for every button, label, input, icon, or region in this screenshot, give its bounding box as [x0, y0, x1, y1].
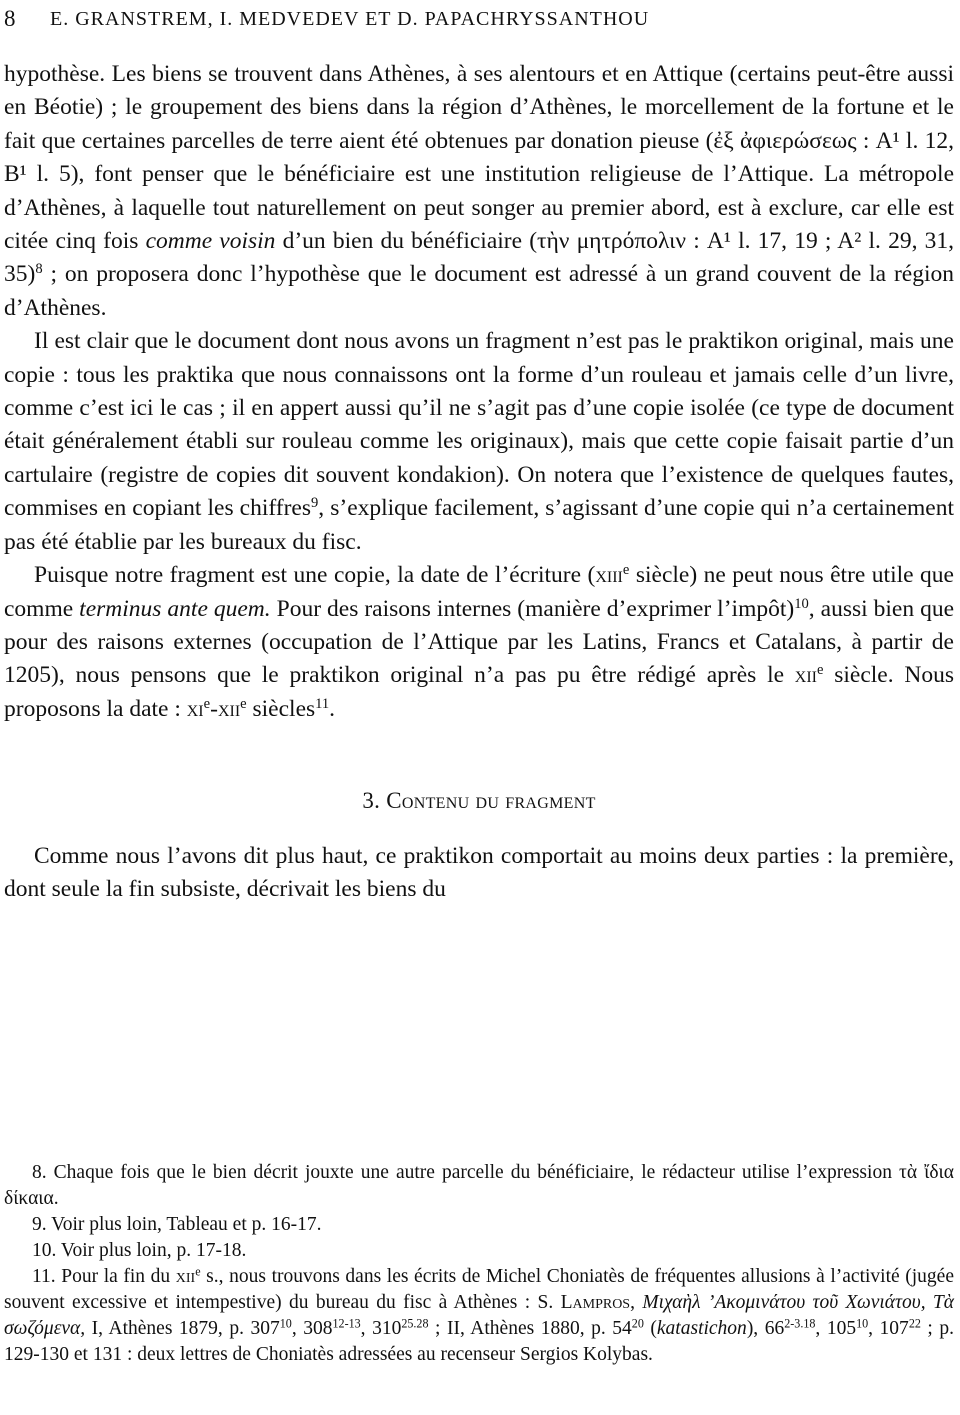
section-title: Contenu du fragment: [386, 788, 596, 814]
footnote-9: 9. Voir plus loin, Tableau et p. 16-17.: [32, 1214, 322, 1235]
footnote-ref-8[interactable]: 8: [35, 261, 43, 278]
section-heading: 3. Contenu du fragment: [362, 788, 596, 814]
running-title: E. GRANSTREM, I. MEDVEDEV ET D. PAPACHRYSSANTHOU: [50, 8, 650, 30]
footnote-ref-10[interactable]: 10: [794, 595, 809, 612]
footnote-11: 11. Pour la fin du xii$^e$ s., nous trouvons dans les écrits de Michel Choniatès de fréquentes allusions à l’activité (jugée souvent excessive et intempestive) du bureau du fisc à Athènes : S. Lampros, Μιχαὴλ ’Ακομινάτου τοῦ Χωνιάτου, Τὰ σωζόμενα, I, Athènes 1879, p. $307^{10}$, 308$^{12-13}$, $310^{25.28}$ ; II, Athènes 1880, p. $54^{20}$ (katastichon), $66^{2-3.18}$, $105^{10}$, $107^{22}$ ; p. 129-130 et 131 : deux lettres de Choniatès adressées au recenseur Sergios Kolybas.: [4, 1264, 955, 1365]
paragraph-3: Puisque notre fragment est une copie, la date de l’écriture (xiii$^e$ siècle) ne peut nous être utile que comme terminus ante quem. Pour des raisons internes (manière d’exprimer l’impôt)$^{10}$, aussi bien que pour des raisons externes (occupation de l’Attique par les Latins, Francs et Catalans, à partir de 1205), nous pensons que le praktikon original n’a pas pu être rédigé après le xii$^e$ siècle. Nous proposons la date : $xi^e-xii^e$ siècles$^{11}$.: [4, 562, 955, 722]
paragraph-1: hypothèse. Les biens se trouvent dans Athènes, à ses alentours et en Attique (certains peut-être aussi en Béotie) ; le groupement des biens dans la région d’Athènes, le morcellement de la fortune et le fait que certaines parcelles de terre aient été obtenues par donation pieuse (ἐξ ἀφιερώσεως : A¹ l. 12, B¹ l. 5), font penser que le bénéficiaire est une institution religieuse de l’Attique. La métropole d’Athènes, à laquelle tout naturellement on peut songer au premier abord, est à exclure, car elle est citée cinq fois comme voisin d’un bien du bénéficiaire (τὴν μητρόπολιν : A¹ l. 17, 19 ; A² l. 29, 31, 35)$^8$ ; on proposera donc l’hypothèse que le document est adressé à un grand couvent de la région d’Athènes.: [4, 61, 954, 321]
main-text: [4, 58, 954, 906]
footnote-ref-11[interactable]: 11: [315, 695, 330, 712]
page-number: 8: [4, 6, 16, 31]
footnote-ref-9[interactable]: 9: [311, 495, 319, 512]
footnotes: [4, 1160, 954, 1368]
footnote-8: 8. Chaque fois que le bien décrit jouxte une autre parcelle du bénéficiaire, le rédacteur utilise l’expression τὰ ἴδια δίκαια.: [4, 1162, 954, 1209]
book-title: Μιχαὴλ ’Ακομινάτου τοῦ Χωνιάτου, Τὰ σωζόμενα,: [4, 1292, 955, 1339]
running-header: [4, 6, 954, 34]
emphasis: comme voisin: [145, 228, 276, 255]
author-name: Lampros: [560, 1292, 631, 1313]
emphasis: terminus ante quem.: [79, 595, 271, 622]
paragraph-4: Comme nous l’avons dit plus haut, ce praktikon comportait au moins deux parties : la première, dont seule la fin subsiste, décrivait les biens du: [4, 842, 954, 902]
paragraph-2: Il est clair que le document dont nous avons un fragment n’est pas le praktikon original, mais une copie : tous les praktika que nous connaissons ont la forme d’un rouleau et jamais celle d’un livre, comme c’est ici le cas ; il en appert aussi qu’il ne s’agit pas d’une copie isolée (ce type de document était généralement établi sur rouleau comme les originaux), mais que cette copie faisait partie d’un cartulaire (registre de copies dit souvent kondakion). On notera que l’existence de quelques fautes, commises en copiant les chiffres$^9$, s’explique facilement, s’agissant d’une copie qui n’a certainement pas été établie par les bureaux du fisc.: [4, 328, 955, 555]
footnote-10: 10. Voir plus loin, p. 17-18.: [32, 1240, 247, 1261]
